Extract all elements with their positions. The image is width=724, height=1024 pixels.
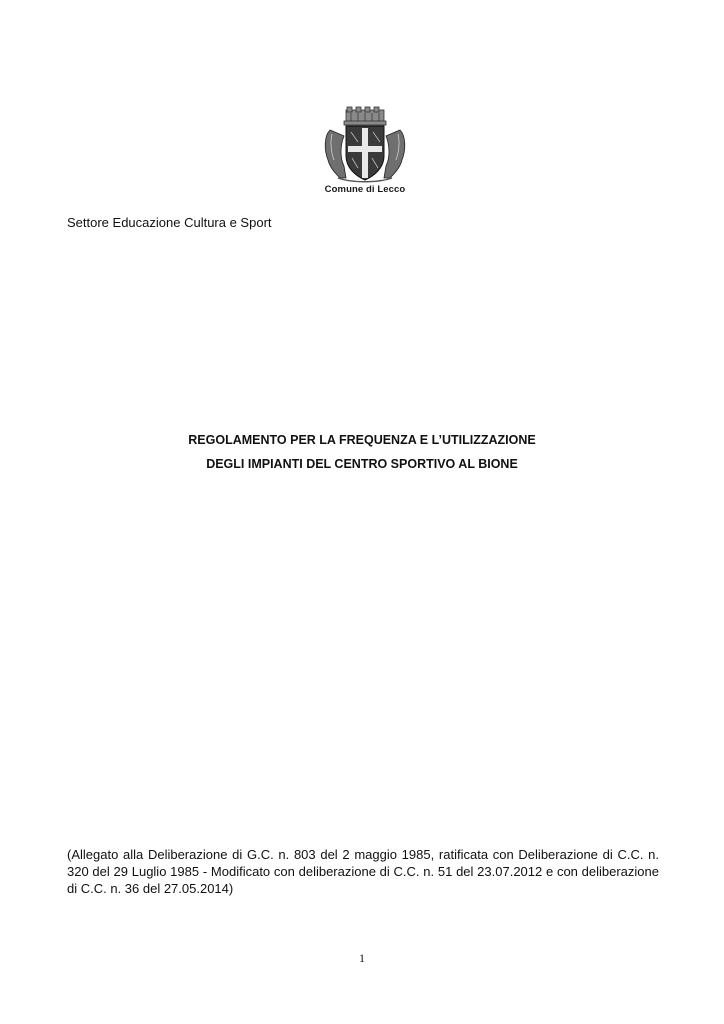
coat-of-arms-icon (318, 106, 412, 184)
document-title-line-2: DEGLI IMPIANTI DEL CENTRO SPORTIVO AL BIONE (206, 457, 518, 471)
logo-label: Comune di Lecco (324, 184, 406, 195)
page-number: 1 (359, 951, 365, 965)
approval-note: (Allegato alla Deliberazione di G.C. n. 803 del 2 maggio 1985, ratificata con Deliberazione di C.C. n. 320 del 29 Luglio 1985 - Modificato con deliberazione di C.C. n. 51 del 23.07.2012 e con deliberazione di C.C. n. 36 del 27.05.2014) (67, 847, 659, 896)
coat-of-arms-logo (318, 106, 412, 198)
document-title-line-1: REGOLAMENTO PER LA FREQUENZA E L’UTILIZZAZIONE (188, 433, 536, 447)
sector-name: Settore Educazione Cultura e Sport (67, 215, 272, 230)
